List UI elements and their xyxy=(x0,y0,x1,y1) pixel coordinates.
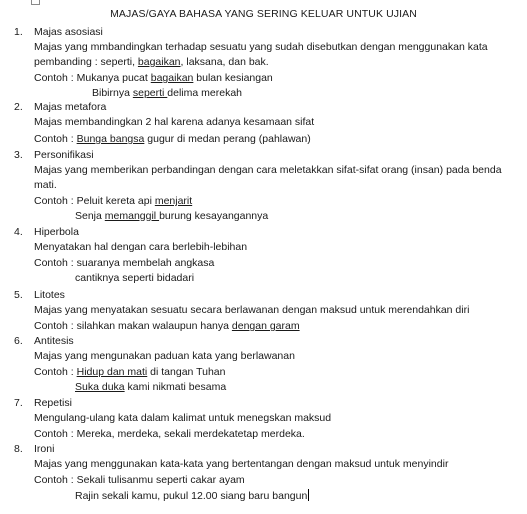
item-number: 6. xyxy=(14,335,23,347)
item-definition: Majas yang memberikan perbandingan dengan cara meletakkan sifat-sifat orang (insan) pada benda xyxy=(34,164,502,176)
item-heading: Ironi xyxy=(34,443,55,455)
checkbox-marker xyxy=(31,0,40,5)
item-definition: mati. xyxy=(34,179,57,191)
item-example: Contoh : Hidup dan mati di tangan Tuhan xyxy=(34,366,226,378)
item-number: 2. xyxy=(14,101,23,113)
item-heading: Majas metafora xyxy=(34,101,107,113)
item-heading: Litotes xyxy=(34,289,65,301)
item-example: Bibirnya seperti delima merekah xyxy=(92,87,242,99)
item-definition: Mengulang-ulang kata dalam kalimat untuk menegskan maksud xyxy=(34,412,332,424)
item-example: Rajin sekali kamu, pukul 12.00 siang baru bangun xyxy=(75,490,308,502)
item-example: Contoh : Peluit kereta api menjarit xyxy=(34,195,193,207)
item-number: 3. xyxy=(14,149,23,161)
item-example: cantiknya seperti bidadari xyxy=(75,272,195,284)
item-number: 1. xyxy=(14,26,23,38)
item-heading: Majas asosiasi xyxy=(34,26,103,38)
item-number: 5. xyxy=(14,289,23,301)
item-definition: pembanding : seperti, bagaikan, laksana, dan bak. xyxy=(34,56,269,68)
item-definition: Majas yang mmbandingkan terhadap sesuatu yang sudah disebutkan dengan menggunakan kata xyxy=(34,41,488,53)
item-example: Contoh : Sekali tulisanmu seperti cakar ayam xyxy=(34,474,245,486)
text-cursor xyxy=(308,489,309,501)
item-number: 8. xyxy=(14,443,23,455)
item-definition: Majas yang menyatakan sesuatu secara berlawanan dengan maksud untuk merendahkan diri xyxy=(34,304,470,316)
item-example: Contoh : Bunga bangsa gugur di medan perang (pahlawan) xyxy=(34,133,311,145)
item-definition: Majas membandingkan 2 hal karena adanya kesamaan sifat xyxy=(34,116,315,128)
item-definition: Majas yang mengunakan paduan kata yang berlawanan xyxy=(34,350,295,362)
item-example: Suka duka kami nikmati besama xyxy=(75,381,227,393)
item-heading: Personifikasi xyxy=(34,149,94,161)
item-example: Contoh : Mereka, merdeka, sekali merdekatetap merdeka. xyxy=(34,428,305,440)
item-definition: Majas yang menggunakan kata-kata yang bertentangan dengan maksud untuk menyindir xyxy=(34,458,449,470)
item-example: Contoh : Mukanya pucat bagaikan bulan kesiangan xyxy=(34,72,273,84)
item-number: 7. xyxy=(14,397,23,409)
item-heading: Hiperbola xyxy=(34,226,79,238)
item-heading: Repetisi xyxy=(34,397,72,409)
item-example: Contoh : silahkan makan walaupun hanya dengan garam xyxy=(34,320,300,332)
item-definition: Menyatakan hal dengan cara berlebih-lebihan xyxy=(34,241,248,253)
item-number: 4. xyxy=(14,226,23,238)
document-title: MAJAS/GAYA BAHASA YANG SERING KELUAR UNTUK UJIAN xyxy=(110,8,417,20)
item-example: Senja memanggil burung kesayangannya xyxy=(75,210,269,222)
item-example: Contoh : suaranya membelah angkasa xyxy=(34,257,215,269)
item-heading: Antitesis xyxy=(34,335,74,347)
